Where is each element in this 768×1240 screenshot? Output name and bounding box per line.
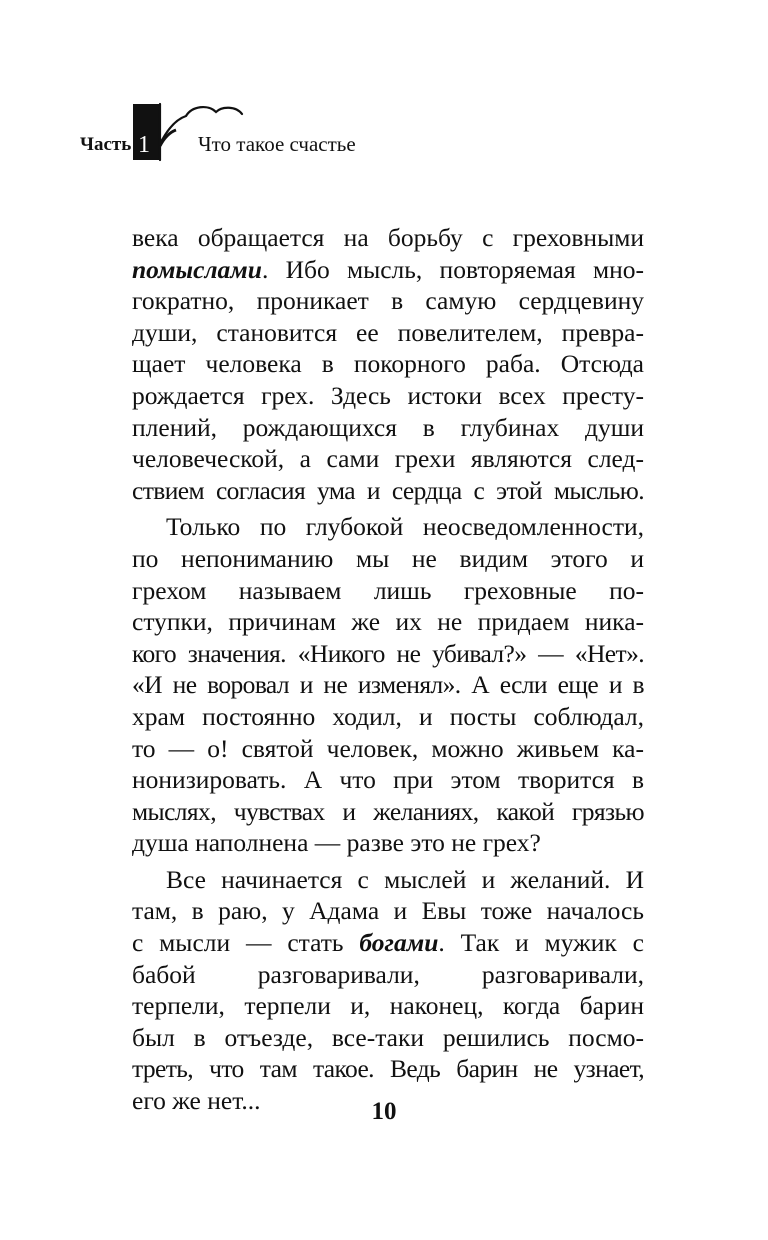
text-line: там, в раю, у Адама и Евы тоже началось (132, 896, 644, 926)
text-line: его же нет... (132, 1086, 261, 1116)
text-line: бабой разговаривали, разговаривали, (132, 959, 644, 989)
emphasis-word: помыслами (132, 254, 262, 284)
paragraph (132, 864, 644, 1117)
text-line: треть, что там такое. Ведь барин не узнает, (132, 1054, 644, 1084)
part-label: Часть (80, 134, 132, 155)
text-line: века обращается на борьбу с греховными (132, 223, 644, 252)
text-line: кого значения. «Никого не убивал?» — «Нет». (132, 638, 644, 668)
text-line: терпели, терпели и, наконец, когда барин (132, 991, 644, 1021)
text-line: с мысли — стать богами. Так и мужик с (132, 928, 644, 958)
page-number: 10 (371, 1098, 397, 1125)
running-header (78, 102, 398, 162)
paragraph (132, 511, 644, 859)
text-line: ступки, причинам же их не придаем ника- (132, 607, 644, 637)
text-line: грехом называем лишь греховные по- (132, 575, 644, 605)
text-line: гократно, проникает в самую сердцевину (132, 286, 644, 316)
text-line: ствием согласия ума и сердца с этой мыслью. (132, 475, 644, 505)
text-line: душа наполнена — разве это не грех? (132, 828, 541, 858)
text-line: помыслами. Ибо мысль, повторяемая мно- (132, 254, 644, 284)
paragraph (132, 222, 644, 506)
text-line: храм постоянно ходил, и посты соблюдал, (132, 701, 644, 731)
text-line: нонизировать. А что при этом творится в (132, 765, 644, 795)
text-line: то — о! святой человек, можно живьем ка- (132, 733, 644, 763)
text-line: мыслях, чувствах и желаниях, какой грязью (132, 796, 644, 826)
body-text (132, 222, 644, 1117)
text-line: Все начинается с мыслей и желаний. И (166, 864, 644, 894)
text-line: человеческой, а сами грехи являются след- (132, 444, 644, 474)
text-line: по непониманию мы не видим этого и (132, 543, 644, 573)
text-line: души, становится ее повелителем, превра- (132, 317, 644, 347)
part-number: 1 (138, 132, 150, 158)
text-line: щает человека в покорного раба. Отсюда (132, 349, 644, 379)
emphasis-word: богами (359, 928, 439, 958)
text-line: плений, рождающихся в глубинах души (132, 412, 644, 442)
text-line: рождается грех. Здесь истоки всех престу- (132, 380, 644, 410)
text-line: Только по глубокой неосведомленности, (166, 512, 644, 542)
text-line: был в отъезде, все-таки решились посмо- (132, 1022, 644, 1052)
chapter-title: Что такое счастье (198, 132, 356, 156)
text-line: «И не воровал и не изменял». А если еще и в (132, 670, 644, 700)
